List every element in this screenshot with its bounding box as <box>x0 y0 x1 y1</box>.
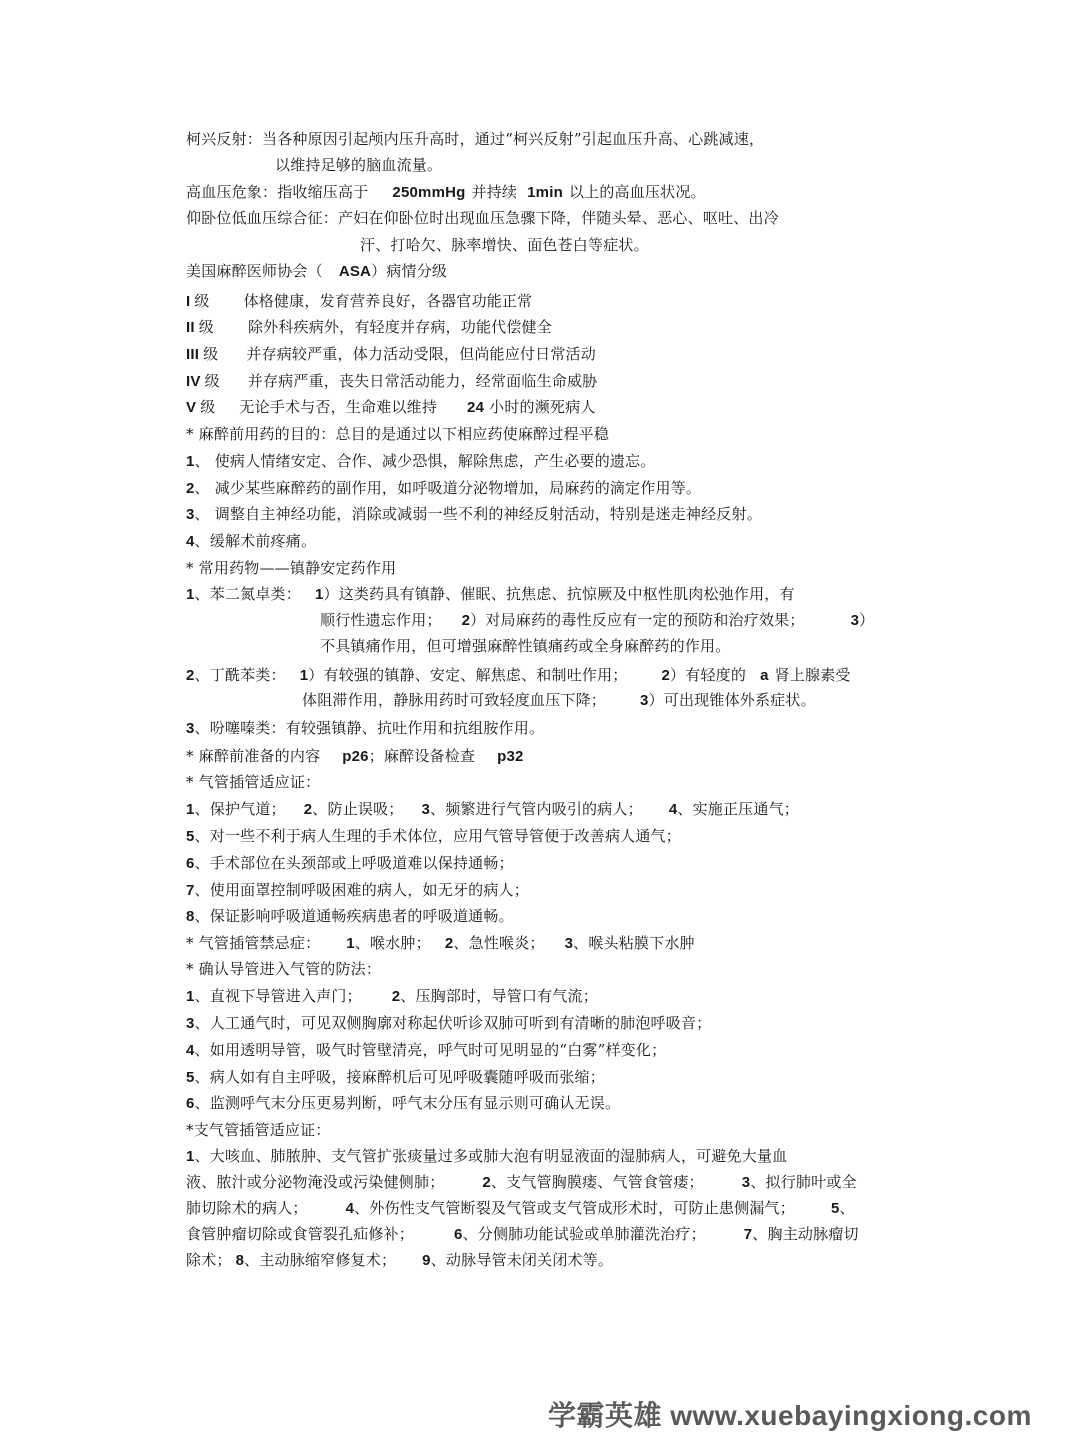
text: 、监测呼气末分压更易判断，呼气末分压有显示则可确认无误。 <box>194 1094 621 1112</box>
text: 、拟行肺叶或全 <box>750 1173 857 1191</box>
watermark: 学霸英雄 www.xuebayingxiong.com <box>548 1400 1032 1431</box>
text: 、外伤性支气管断裂及气管或支气管成形术时，可防止患侧漏气； <box>354 1199 795 1217</box>
text: *支气管插管适应证： <box>186 1121 331 1139</box>
text-line <box>186 208 779 228</box>
text: ） <box>859 611 875 629</box>
text: 、人工通气时，可见双侧胸廓对称起伏听诊双肺可听到有清晰的肺泡呼吸音； <box>194 1014 712 1032</box>
text-line <box>360 235 649 255</box>
text-line <box>186 291 532 312</box>
text-line <box>186 1198 855 1219</box>
text: 级 <box>194 292 210 310</box>
text-line <box>186 478 701 499</box>
number: V <box>186 399 197 416</box>
number: a <box>760 667 769 684</box>
text: 、保护气道； <box>194 800 286 818</box>
number: 8 <box>235 1252 245 1269</box>
text: 体阻滞作用，静脉用药时可致轻度血压下降； <box>302 691 607 709</box>
text: 食管肿瘤切除或食管裂孔疝修补； <box>186 1225 415 1243</box>
number: 2 <box>661 667 671 684</box>
text-line <box>186 1093 620 1114</box>
number: p26 <box>342 748 369 765</box>
text: 、喉水肿； <box>354 934 431 952</box>
text: 、大咳血、肺脓肿、支气管扩张痰量过多或肺大泡有明显液面的湿肺病人，可避免大量血 <box>194 1147 788 1165</box>
number: 3 <box>741 1174 751 1191</box>
number: 2 <box>444 935 454 952</box>
text: * 确认导管进入气管的防法： <box>186 960 382 978</box>
number: 1 <box>186 586 195 603</box>
number: 4 <box>668 801 678 818</box>
number: 3 <box>850 612 860 629</box>
text-line <box>186 371 597 392</box>
text: * 气管插管适应证： <box>186 773 321 791</box>
number: 7 <box>743 1226 753 1243</box>
text: 、实施正压通气； <box>677 800 800 818</box>
text: 、丁酰苯类： <box>194 666 286 684</box>
text-line <box>186 1172 857 1193</box>
text-line <box>186 1013 711 1034</box>
text-line <box>186 853 514 874</box>
number: 6 <box>454 1226 463 1243</box>
text-line <box>186 1120 331 1140</box>
text: 、 使病人情绪安定、合作、减少恐惧，解除焦虑，产生必要的遗忘。 <box>194 452 656 470</box>
text: 、胸主动脉瘤切 <box>752 1225 859 1243</box>
text: * 麻醉前用药的目的：总目的是通过以下相应药使麻醉过程平稳 <box>186 425 610 443</box>
number: 5 <box>186 1069 195 1086</box>
text: 、吩噻嗪类：有较强镇静、抗吐作用和抗组胺作用。 <box>194 719 545 737</box>
number: 1 <box>299 667 309 684</box>
text-line <box>186 880 529 901</box>
number: 250mmHg <box>392 184 466 201</box>
number: 1min <box>527 184 563 201</box>
text: ；麻醉设备检查 <box>368 747 476 765</box>
number: 1 <box>186 1148 195 1165</box>
text: 、苯二氮卓类： <box>194 585 301 603</box>
text: 、压胸部时，导管口有气流； <box>400 987 598 1005</box>
number: 1 <box>346 935 355 952</box>
text: 不具镇痛作用，但可增强麻醉性镇痛药或全身麻醉药的作用。 <box>320 637 731 655</box>
number: 3 <box>564 935 574 952</box>
text: ）这类药具有镇静、催眠、抗焦虑、抗惊厥及中枢性肌肉松弛作用，有 <box>323 585 795 603</box>
text-line <box>302 690 816 711</box>
number: 1 <box>186 988 195 1005</box>
text: ）有轻度的 <box>670 666 747 684</box>
text-line <box>186 1146 787 1167</box>
text: 并持续 <box>471 183 518 201</box>
text-line <box>186 665 851 686</box>
text: 、支气管胸膜瘘、气管食管瘘； <box>490 1173 704 1191</box>
text: 、急性喉炎； <box>453 934 545 952</box>
text-line <box>275 155 442 175</box>
text: 液、脓汁或分泌物淹没或污染健侧肺； <box>186 1173 445 1191</box>
text: * 气管插管禁忌症： <box>186 934 321 952</box>
text: 无论手术与否，生命难以维持 <box>239 398 438 416</box>
text: 级 <box>198 318 214 336</box>
text: 、频繁进行气管内吸引的病人； <box>430 800 643 818</box>
number: 8 <box>186 908 195 925</box>
text: 顺行性遗忘作用； <box>320 611 442 629</box>
number: 7 <box>186 882 195 899</box>
text: 、分侧肺功能试验或单肺灌洗治疗； <box>462 1225 706 1243</box>
text-line <box>186 261 447 282</box>
text: 、缓解术前疼痛。 <box>194 532 317 550</box>
text: 除外科疾病外，有轻度并存病，功能代偿健全 <box>247 318 552 336</box>
text-line <box>186 317 552 338</box>
text: 、对一些不利于病人生理的手术体位，应用气管导管便于改善病人通气； <box>194 827 681 845</box>
text: 肺切除术的病人； <box>186 1199 308 1217</box>
number: 2 <box>303 801 313 818</box>
text: 、主动脉缩窄修复术； <box>244 1251 397 1269</box>
number: 9 <box>422 1252 431 1269</box>
text-line <box>186 933 695 954</box>
text-line <box>186 772 320 792</box>
text-line <box>186 182 706 203</box>
text: * 常用药物——镇静安定药作用 <box>186 559 397 577</box>
number: 5 <box>186 828 195 845</box>
text: 、直视下导管进入声门； <box>194 987 362 1005</box>
text-line <box>186 424 609 444</box>
text-line <box>186 344 596 365</box>
text-line <box>186 906 514 927</box>
text-line <box>186 531 316 552</box>
text: 柯兴反射：当各种原因引起颅内压升高时，通过“柯兴反射”引起血压升高、心跳减速， <box>186 130 765 148</box>
text-line <box>186 584 795 605</box>
text-line <box>186 451 656 472</box>
text: 汗、打哈欠、脉率增快、面色苍白等症状。 <box>360 236 649 254</box>
number: 3 <box>186 506 195 523</box>
text: 肾上腺素受 <box>774 666 851 684</box>
text-line <box>186 718 544 739</box>
number: 1 <box>314 586 324 603</box>
text: 美国麻醉医师协会（ <box>186 262 323 280</box>
number: III <box>186 346 200 363</box>
text-line <box>186 504 762 525</box>
text-line <box>186 826 681 847</box>
number: 3 <box>186 720 195 737</box>
number: 2 <box>186 480 195 497</box>
text: 、如用透明导管，吸气时管壁清亮，呼气时可见明显的“白雾”样变化； <box>194 1041 667 1059</box>
number: II <box>186 319 195 336</box>
text: 高血压危象：指收缩压高于 <box>186 183 369 201</box>
text-line <box>186 397 596 418</box>
number: 3 <box>640 692 649 709</box>
text: 级 <box>203 345 219 363</box>
number: 3 <box>421 801 431 818</box>
text: 并存病较严重，体力活动受限，但尚能应付日常活动 <box>246 345 596 363</box>
text: ）对局麻药的毒性反应有一定的预防和治疗效果； <box>470 611 805 629</box>
text: 级 <box>200 398 216 416</box>
text-line <box>186 1250 613 1271</box>
text: 以上的高血压状况。 <box>568 183 706 201</box>
text: ）病情分级 <box>371 262 448 280</box>
number: 4 <box>345 1200 355 1217</box>
text: 、手术部位在头颈部或上呼吸道难以保持通畅； <box>194 854 514 872</box>
number: 2 <box>186 667 195 684</box>
text: 仰卧位低血压综合征：产妇在仰卧位时出现血压急骤下降，伴随头晕、恶心、呕吐、出冷 <box>186 209 779 227</box>
text: 、动脉导管未闭关闭术等。 <box>430 1251 614 1269</box>
number: I <box>186 293 191 310</box>
text: 并存病严重，丧失日常活动能力，经常面临生命威胁 <box>247 372 598 390</box>
number: ASA <box>338 263 372 280</box>
number: 6 <box>186 855 195 872</box>
text: 、使用面罩控制呼吸困难的病人，如无牙的病人； <box>194 881 529 899</box>
text: 级 <box>204 372 220 390</box>
number: 1 <box>186 801 195 818</box>
number: 4 <box>186 1042 195 1059</box>
text-line <box>320 636 730 656</box>
text-line <box>186 986 598 1007</box>
text: 、 调整自主神经功能，消除或减弱一些不利的神经反射活动，特别是迷走神经反射。 <box>194 505 762 523</box>
text-line <box>186 1067 605 1088</box>
text-line <box>186 959 381 979</box>
number: 3 <box>186 1015 195 1032</box>
text: 小时的濒死病人 <box>489 398 596 416</box>
text-line <box>186 129 764 149</box>
number: 4 <box>186 533 195 550</box>
text: 、防止误吸； <box>312 800 404 818</box>
text: 以维持足够的脑血流量。 <box>275 156 443 174</box>
text: 除术； <box>186 1251 232 1269</box>
number: p32 <box>497 748 524 765</box>
text: 、喉头粘膜下水肿 <box>573 934 695 952</box>
number: 5 <box>830 1200 840 1217</box>
text-line <box>186 558 396 578</box>
text: 、病人如有自主呼吸，接麻醉机后可见呼吸囊随呼吸而张缩； <box>194 1068 605 1086</box>
number: 2 <box>482 1174 491 1191</box>
text: 、 减少某些麻醉药的副作用，如呼吸道分泌物增加，局麻药的滴定作用等。 <box>194 479 702 497</box>
text-line <box>186 746 524 767</box>
text-line <box>186 1224 859 1245</box>
text: 、 <box>839 1199 855 1217</box>
text-line <box>186 799 799 820</box>
number: 1 <box>186 453 195 470</box>
number: 2 <box>461 612 471 629</box>
text: ）可出现锥体外系症状。 <box>648 691 816 709</box>
number: 2 <box>391 988 401 1005</box>
number: 6 <box>186 1095 195 1112</box>
number: 24 <box>467 399 485 416</box>
text: 、保证影响呼吸道通畅疾病患者的呼吸道通畅。 <box>194 907 514 925</box>
number: IV <box>186 373 201 390</box>
text: ）有较强的镇静、安定、解焦虑、和制吐作用； <box>308 666 628 684</box>
text: 体格健康，发育营养良好，各器官功能正常 <box>243 292 533 310</box>
text-line <box>320 610 874 631</box>
text: * 麻醉前准备的内容 <box>186 747 321 765</box>
text-line <box>186 1040 666 1061</box>
